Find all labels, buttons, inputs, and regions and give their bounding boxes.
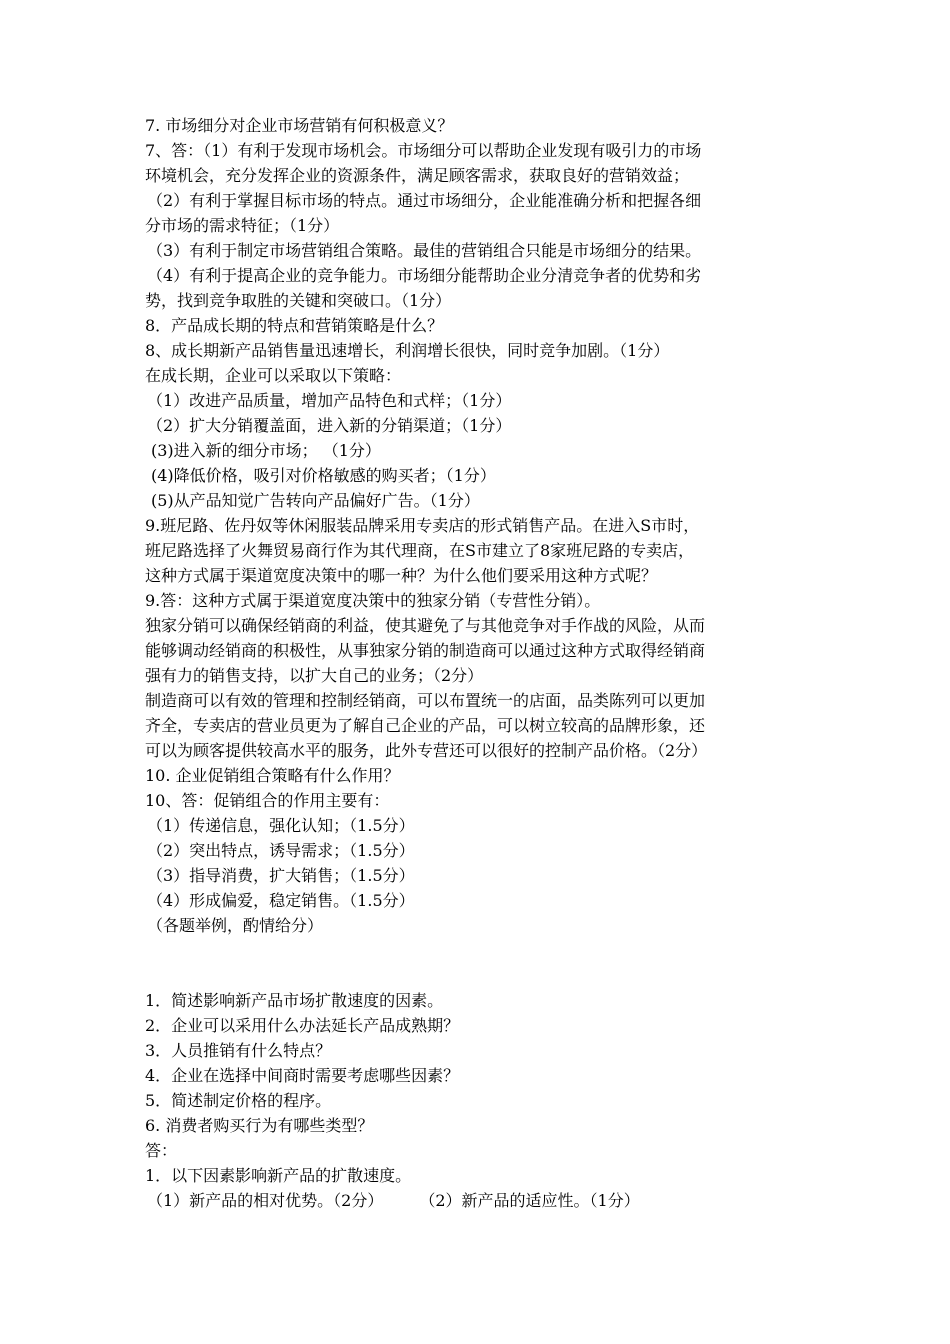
question-6: 6. 消费者购买行为有哪些类型？: [145, 1116, 374, 1135]
answer-7-line-4: 分市场的需求特征；（1分）: [145, 216, 340, 235]
answer-9-line-4: 强有力的销售支持，以扩大自己的业务；（2分）: [145, 666, 484, 685]
section-spacer: [145, 963, 935, 988]
question-9-line-2: 班尼路选择了火舞贸易商行作为其代理商，在S市建立了8家班尼路的专卖店，: [145, 541, 695, 560]
answer-8-item-5: (5)从产品知觉广告转向产品偏好广告。（1分）: [151, 491, 480, 510]
answer-1-item-1: （1）新产品的相对优势。（2分）: [147, 1191, 384, 1210]
answer-7-line-3: （2）有利于掌握目标市场的特点。通过市场细分，企业能准确分析和把握各细: [147, 191, 702, 210]
scoring-note: （各题举例，酌情给分）: [147, 916, 324, 935]
answer-9-line-6: 齐全，专卖店的营业员更为了解自己企业的产品，可以树立较高的品牌形象，还: [145, 716, 706, 735]
question-10: 10. 企业促销组合策略有什么作用？: [145, 766, 400, 785]
answer-10-item-3: （3）指导消费，扩大销售；（1.5分）: [147, 866, 415, 885]
section-spacer: [145, 938, 935, 963]
answer-section-7-10: [145, 113, 935, 938]
answer-1-items: [145, 1188, 935, 1213]
answer-8-item-1: （1）改进产品质量，增加产品特色和式样；（1分）: [147, 391, 512, 410]
answer-8-item-2: （2）扩大分销覆盖面，进入新的分销渠道；（1分）: [147, 416, 512, 435]
question-section-1-6: [145, 988, 935, 1213]
answer-7-line-6: （4）有利于提高企业的竞争能力。市场细分能帮助企业分清竞争者的优势和劣: [147, 266, 702, 285]
answer-9-line-3: 能够调动经销商的积极性，从事独家分销的制造商可以通过这种方式取得经销商: [145, 641, 706, 660]
answer-7-line-2: 环境机会，充分发挥企业的资源条件，满足顾客需求，获取良好的营销效益；: [145, 166, 690, 185]
question-9-line-3: 这种方式属于渠道宽度决策中的哪一种？为什么他们要采用这种方式呢？: [145, 566, 658, 585]
answer-7-line-7: 势，找到竞争取胜的关键和突破口。（1分）: [145, 291, 452, 310]
question-4: 4．企业在选择中间商时需要考虑哪些因素？: [145, 1066, 460, 1085]
question-2: 2．企业可以采用什么办法延长产品成熟期？: [145, 1016, 460, 1035]
question-9-line-1: 9.班尼路、佐丹奴等休闲服装品牌采用专卖店的形式销售产品。在进入S市时，: [145, 516, 700, 535]
question-1: 1．简述影响新产品市场扩散速度的因素。: [145, 991, 444, 1010]
answer-8-item-4: (4)降低价格，吸引对价格敏感的购买者；（1分）: [151, 466, 496, 485]
answer-label: 答：: [145, 1141, 178, 1160]
answer-1-intro: 1．以下因素影响新产品的扩散速度。: [145, 1166, 412, 1185]
question-3: 3．人员推销有什么特点？: [145, 1041, 332, 1060]
answer-1-item-2: （2）新产品的适应性。（1分）: [419, 1191, 640, 1210]
answer-10-item-2: （2）突出特点，诱导需求；（1.5分）: [147, 841, 415, 860]
answer-10-line-1: 10、答：促销组合的作用主要有：: [145, 791, 390, 810]
answer-8-line-2: 在成长期，企业可以采取以下策略：: [145, 366, 402, 385]
answer-8-line-1: 8、成长期新产品销售量迅速增长，利润增长很快，同时竞争加剧。（1分）: [145, 341, 670, 360]
question-8: 8．产品成长期的特点和营销策略是什么？: [145, 316, 444, 335]
question-7: 7. 市场细分对企业市场营销有何积极意义？: [145, 116, 454, 135]
question-5: 5．简述制定价格的程序。: [145, 1091, 332, 1110]
answer-9-line-7: 可以为顾客提供较高水平的服务，此外专营还可以很好的控制产品价格。（2分）: [145, 741, 708, 760]
answer-9-line-5: 制造商可以有效的管理和控制经销商，可以布置统一的店面，品类陈列可以更加: [145, 691, 706, 710]
answer-9-line-2: 独家分销可以确保经销商的利益，使其避免了与其他竞争对手作战的风险，从而: [145, 616, 706, 635]
answer-9-line-1: 9.答：这种方式属于渠道宽度决策中的独家分销（专营性分销）。: [145, 591, 601, 610]
document-page: [145, 113, 935, 1213]
answer-7-line-5: （3）有利于制定市场营销组合策略。最佳的营销组合只能是市场细分的结果。: [147, 241, 702, 260]
answer-8-item-3: (3)进入新的细分市场； （1分）: [151, 441, 381, 460]
answer-10-item-4: （4）形成偏爱，稳定销售。（1.5分）: [147, 891, 415, 910]
answer-10-item-1: （1）传递信息，强化认知；（1.5分）: [147, 816, 415, 835]
answer-7-line-1: 7、答：（1）有利于发现市场机会。市场细分可以帮助企业发现有吸引力的市场: [145, 141, 702, 160]
